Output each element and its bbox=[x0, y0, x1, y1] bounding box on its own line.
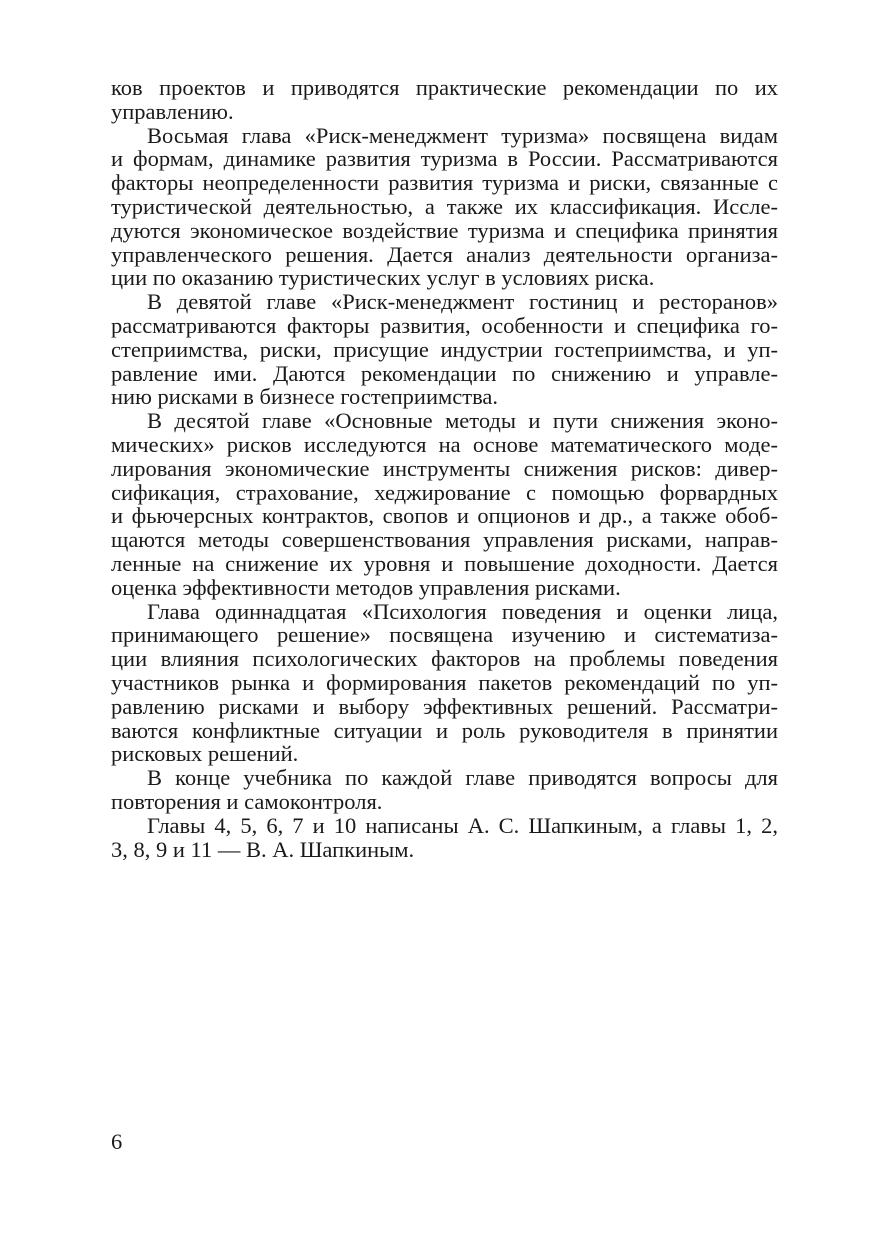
text-line: рассматриваются факторы развития, особенности и специфика го- bbox=[111, 312, 778, 338]
text-line: щаются методы совершенствования управления рисками, направ- bbox=[111, 527, 778, 553]
text-line: принимающего решение» посвящена изучению и систематиза- bbox=[111, 622, 778, 648]
text-line: ции по оказанию туристических услуг в условиях риска. bbox=[111, 265, 655, 291]
text-line: факторы неопределенности развития туризма и риски, связанные с bbox=[111, 170, 778, 196]
text-line: и формам, динамике развития туризма в России. Рассматриваются bbox=[111, 146, 778, 172]
text-line: туристической деятельностью, а также их классификация. Иссле- bbox=[111, 193, 778, 219]
text-line: ленные на снижение их уровня и повышение доходности. Дается bbox=[111, 550, 778, 576]
text-line: сификация, страхование, хеджирование с помощью форвардных bbox=[111, 479, 778, 505]
text-line: дуются экономическое воздействие туризма и специфика принятия bbox=[111, 217, 778, 243]
text-line: равлению рисками и выбору эффективных решений. Рассматри- bbox=[111, 693, 778, 719]
text-line: рисковых решений. bbox=[111, 741, 299, 767]
text-line: и фьючерсных контрактов, свопов и опционов и др., а также обоб- bbox=[111, 503, 778, 529]
text-line: ков проектов и приводятся практические рекомендации по их bbox=[111, 75, 778, 100]
text-line: степриимства, риски, присущие индустрии гостеприимства, и уп- bbox=[111, 336, 778, 362]
page-number: 6 bbox=[111, 1129, 123, 1154]
text-line: В девятой главе «Риск-менеджмент гостиниц и ресторанов» bbox=[147, 289, 778, 315]
text-line: 3, 8, 9 и 11 — В. А. Шапкиным. bbox=[111, 836, 415, 862]
text-line: мических» рисков исследуются на основе математического моде- bbox=[111, 431, 778, 457]
text-line: повторения и самоконтроля. bbox=[111, 788, 383, 814]
text-line: оценка эффективности методов управления рисками. bbox=[111, 574, 621, 600]
text-line: управленческого решения. Дается анализ деятельности организа- bbox=[111, 241, 778, 267]
text-line: управлению. bbox=[111, 98, 234, 124]
text-line: ваются конфликтные ситуации и роль руководителя в принятии bbox=[111, 717, 778, 743]
text-line: В конце учебника по каждой главе приводятся вопросы для bbox=[147, 765, 778, 791]
text-line: Главы 4, 5, 6, 7 и 10 написаны А. С. Шапкиным, а главы 1, 2, bbox=[147, 812, 778, 838]
text-line: В десятой главе «Основные методы и пути снижения эконо- bbox=[147, 408, 778, 434]
text-line: ции влияния психологических факторов на проблемы поведения bbox=[111, 646, 778, 672]
text-line: участников рынка и формирования пакетов рекомендаций по уп- bbox=[111, 669, 778, 695]
text-line: Восьмая глава «Риск-менеджмент туризма» посвящена видам bbox=[147, 122, 778, 148]
text-line: нию рисками в бизнесе гостеприимства. bbox=[111, 384, 499, 410]
body-text bbox=[111, 76, 778, 861]
text-line: равление ими. Даются рекомендации по снижению и управле- bbox=[111, 360, 778, 386]
text-line: лирования экономические инструменты снижения рисков: дивер- bbox=[111, 455, 778, 481]
text-line: Глава одиннадцатая «Психология поведения и оценки лица, bbox=[147, 598, 778, 624]
